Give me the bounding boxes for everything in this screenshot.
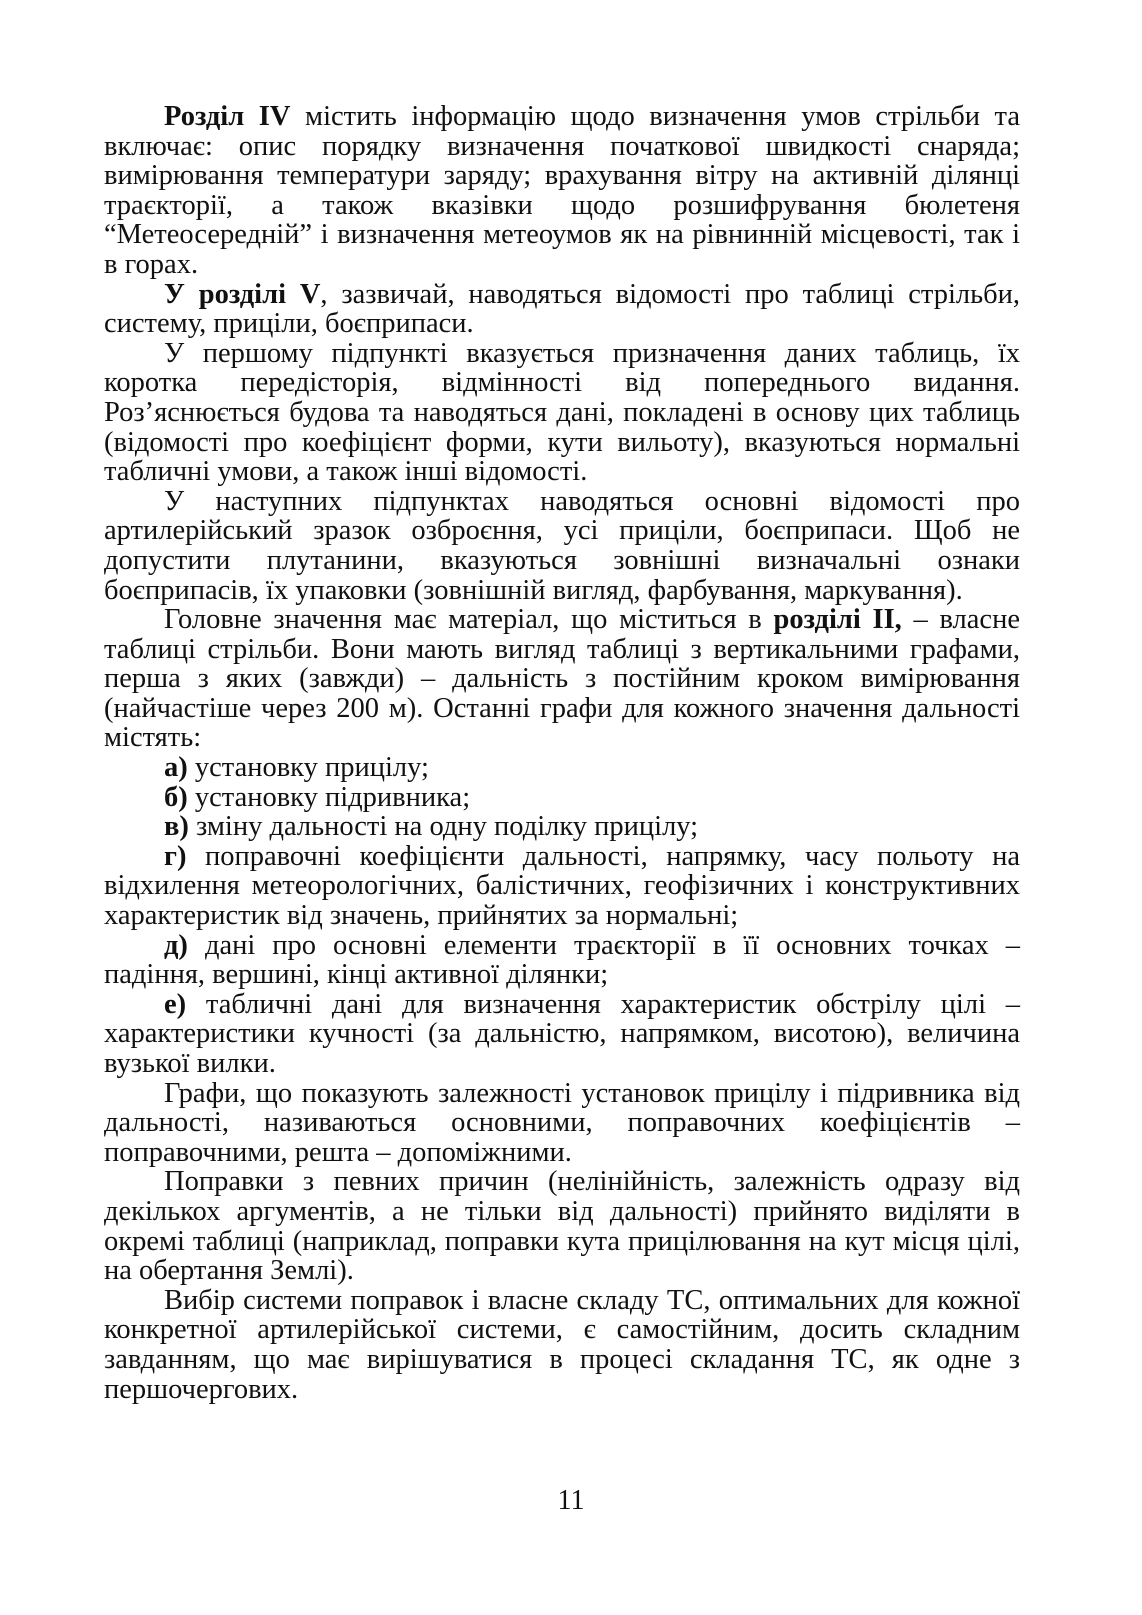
page-number: 11 xyxy=(557,1485,585,1516)
bold-text-run: в) xyxy=(164,811,189,843)
text-run: У наступних підпунктах наводяться основні відомості про артилерійський зразок озброєння, усі приціли, боєприпаси. Щоб не допустити плутанини, вказуються зовнішні визначальні ознаки боєприпасів, їх упаковки (зовнішній вигляд, фарбування, маркування). xyxy=(104,485,1020,606)
bold-text-run: Розділ IV xyxy=(164,101,291,132)
paragraph xyxy=(104,753,1020,783)
paragraph xyxy=(104,783,1020,813)
bold-text-run: б) xyxy=(164,781,188,813)
text-run: табличні дані для визначення характеристик обстрілу цілі – характеристики кучності (за дальністю, напрямком, висотою), величина вузької вилки. xyxy=(104,988,1020,1079)
bold-text-run: розділі II, xyxy=(773,604,902,636)
paragraph xyxy=(104,605,1020,753)
text-run: установку підривника; xyxy=(187,781,471,813)
paragraph xyxy=(104,990,1020,1079)
bold-text-run: г) xyxy=(164,840,187,872)
text-run: Графи, що показують залежності установок прицілу і підривника від дальності, називаються основними, поправочних коефіцієнтів – поправочними, решта – допоміжними. xyxy=(104,1077,1020,1168)
bold-text-run: е) xyxy=(164,988,187,1020)
bold-text-run: а) xyxy=(164,752,188,784)
text-run: , зазвичай, наводяться відомості про таблиці стрільби, систему, приціли, боєприпаси. xyxy=(104,278,1020,340)
paragraph xyxy=(104,339,1020,487)
text-run: поправочні коефіцієнти дальності, напрямку, часу польоту на відхилення метеорологічних, балістичних, геофізичних і конструктивних характеристик від значень, прийнятих за нормальні; xyxy=(104,840,1020,932)
paragraph xyxy=(104,487,1020,605)
paragraph xyxy=(104,1167,1020,1285)
text-run: Вибір системи поправок і власне складу ТС, оптимальних для кожної конкретної артилерійської системи, є самостійним, досить складним завданням, що має вирішуватися в процесі складання ТС, як одне з першочергових. xyxy=(104,1284,1020,1405)
paragraph xyxy=(104,280,1020,339)
text-run: установку прицілу; xyxy=(187,752,429,784)
paragraph xyxy=(104,102,1020,280)
paragraph xyxy=(104,1286,1020,1404)
bold-text-run: д) xyxy=(164,929,188,961)
text-run: Поправки з певних причин (нелінійність, залежність одразу від декількох аргументів, а не тільки від дальності) прийнято виділяти в окремі таблиці (наприклад, поправки кута прицілювання на кут місця цілі, на обертання Землі). xyxy=(104,1166,1020,1287)
text-run: зміну дальності на одну поділку прицілу; xyxy=(188,811,699,843)
paragraph xyxy=(104,931,1020,990)
text-run: Головне значення має матеріал, що міститься в xyxy=(164,604,774,636)
paragraph xyxy=(104,812,1020,842)
document-body xyxy=(104,102,1020,1404)
text-run: дані про основні елементи траєкторії в її основних точках – падіння, вершині, кінці активної ділянки; xyxy=(104,929,1020,991)
bold-text-run: У розділі V xyxy=(164,278,321,310)
text-run: містить інформацію щодо визначення умов стрільби та включає: опис порядку визначення початкової швидкості снаряда; вимірювання температури заряду; врахування вітру на активній ділянці траєкторії, а також вказівки щодо розшифрування бюлетеня “Метеосередній” і визначення метеоумов як на рівнинній місцевості, так і в горах. xyxy=(104,101,1021,280)
text-run: – власне таблиці стрільби. Вони мають вигляд таблиці з вертикальними графами, перша з яких (завжди) – дальність з постійним кроком вимірювання (найчастіше через 200 м). Останні графи для кожного значення дальності містять: xyxy=(104,604,1020,754)
paragraph xyxy=(104,842,1020,931)
text-run: У першому підпункті вказується призначення даних таблиць, їх коротка передісторія, відмінності від попереднього видання. Роз’яснюється будова та наводяться дані, покладені в основу цих таблиць (відомості про коефіцієнт форми, кути вильоту), вказуються нормальні табличні умови, а також інші відомості. xyxy=(104,337,1020,488)
paragraph xyxy=(104,1079,1020,1168)
